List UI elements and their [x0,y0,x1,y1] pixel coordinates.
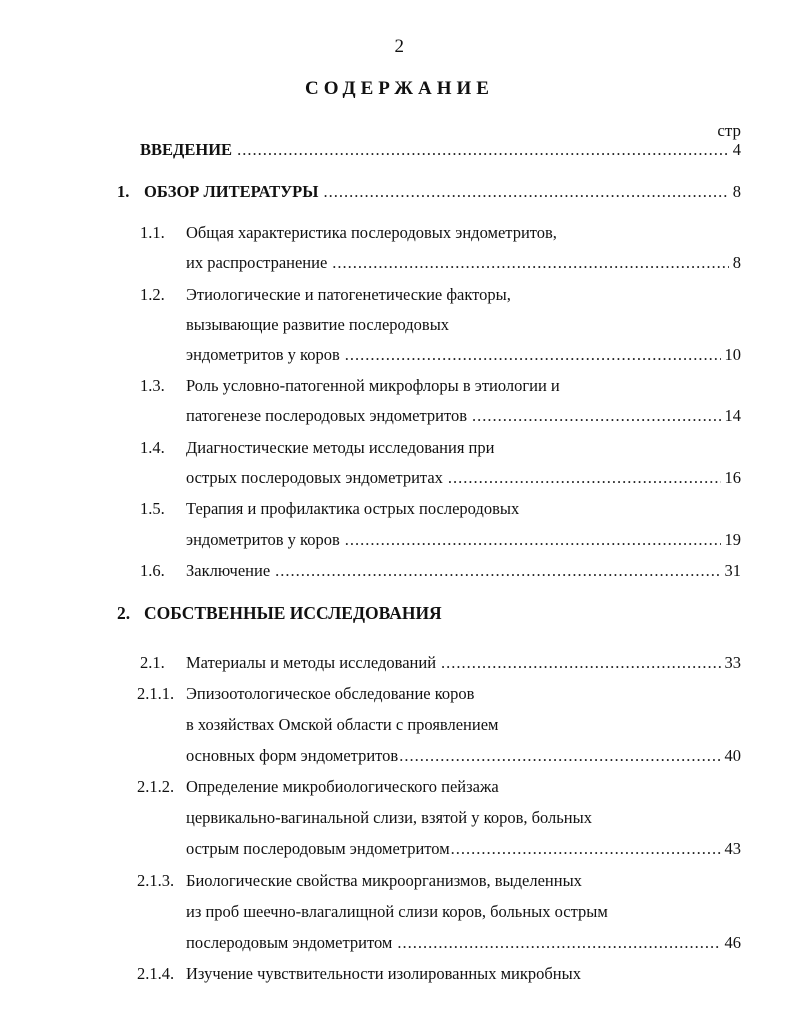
toc-entry-text: ВВЕДЕНИЕ [140,140,233,159]
toc-section-number: 1.3. [140,376,165,395]
toc-entry-2-1-3-last-line[interactable] [186,931,741,955]
toc-entry-text: Заключение [186,561,271,580]
toc-entry-text: Определение микробиологического пейзажа [186,777,499,796]
toc-entry-1-1[interactable] [140,221,557,245]
toc-entry-text: острых послеродовых эндометритах [186,468,443,487]
toc-page-number: 19 [724,530,741,549]
dot-leader [332,251,728,275]
toc-entry-text: Роль условно-патогенной микрофлоры в этиологии и [186,376,560,395]
dot-leader [323,180,728,204]
toc-entry-1-4[interactable] [140,436,494,460]
toc-entry-2-1-1-last-line[interactable] [186,744,741,768]
toc-section-number: 2.1. [140,653,165,672]
toc-entry-text: ОБЗОР ЛИТЕРАТУРЫ [144,182,319,201]
page-column-label: стр [717,121,741,140]
toc-page-number: 16 [724,468,741,487]
toc-page-number: 31 [724,561,741,580]
toc-entry-text: Терапия и профилактика острых послеродовых [186,499,520,518]
page-number: 2 [394,36,405,57]
toc-entry-1-5[interactable] [140,497,519,521]
toc-entry-1-3[interactable] [140,374,560,398]
toc-entry-text: послеродовым эндометритом [186,933,393,952]
toc-section-number: 2. [117,603,131,623]
toc-entry-text: их распространение [186,253,328,272]
toc-section-number: 1.6. [140,561,165,580]
toc-entry-text: Материалы и методы исследований [186,653,437,672]
toc-entry-1-3-last-line[interactable] [186,404,741,428]
toc-page-number: 8 [732,253,741,272]
dot-leader [237,138,729,162]
toc-page-number: 4 [732,140,741,159]
toc-entry-2-1-3-line-2: из проб шеечно-влагалищной слизи коров, больных острым [186,902,608,921]
toc-entry-1-5-last-line[interactable] [186,528,741,552]
toc-entry-text: Биологические свойства микроорганизмов, выделенных [186,871,582,890]
dot-leader [451,837,721,861]
toc-entry-text: эндометритов у коров [186,345,340,364]
toc-entry-2-1-1-line-2: в хозяйствах Омской области с проявлением [186,715,499,734]
toc-entry-1-1-last-line[interactable] [186,251,741,275]
toc-entry-own-research[interactable] [117,601,442,625]
toc-entry-1-2-last-line[interactable] [186,343,741,367]
toc-entry-1-4-last-line[interactable] [186,466,741,490]
toc-entry-1-6[interactable] [140,559,741,583]
toc-entry-2-1[interactable] [140,651,741,675]
toc-entry-text: основных форм эндометритов [186,746,399,765]
dot-leader [472,404,721,428]
toc-entry-literature-review[interactable] [117,180,741,204]
dot-leader [345,343,721,367]
toc-entry-2-1-2-line-2: цервикально-вагинальной слизи, взятой у коров, больных [186,808,592,827]
toc-section-number: 1.4. [140,438,165,457]
dot-leader [448,466,721,490]
page-title: СОДЕРЖАНИЕ [305,78,494,99]
toc-section-number: 1.1. [140,223,165,242]
dot-leader [397,931,720,955]
toc-entry-text: Изучение чувствительности изолированных микробных [186,964,581,983]
dot-leader [399,744,720,768]
toc-section-number: 1. [117,182,130,201]
toc-entry-introduction[interactable] [140,138,741,162]
toc-entry-2-1-4[interactable] [137,962,581,986]
toc-entry-1-2-line-2: вызывающие развитие послеродовых [186,315,450,334]
toc-page-number: 46 [724,933,741,952]
toc-page-number: 8 [732,182,741,201]
toc-section-number: 1.5. [140,499,165,518]
toc-entry-text: Диагностические методы исследования при [186,438,495,457]
toc-page-number: 14 [724,406,741,425]
toc-entry-2-1-2-last-line[interactable] [186,837,741,861]
toc-section-number: 2.1.1. [137,684,175,703]
toc-entry-text: острым послеродовым эндометритом [186,839,450,858]
toc-entry-text: эндометритов у коров [186,530,340,549]
toc-entry-text: Эпизоотологическое обследование коров [186,684,475,703]
toc-entry-2-1-3[interactable] [137,869,582,893]
dot-leader [345,528,721,552]
toc-entry-2-1-2[interactable] [137,775,499,799]
dot-leader [275,559,720,583]
toc-entry-text: СОБСТВЕННЫЕ ИССЛЕДОВАНИЯ [144,603,442,623]
toc-page-number: 43 [724,839,741,858]
toc-section-number: 2.1.3. [137,871,175,890]
toc-page-number: 33 [724,653,741,672]
toc-entry-text: Этиологические и патогенетические факторы, [186,285,511,304]
toc-section-number: 2.1.2. [137,777,175,796]
dot-leader [441,651,720,675]
toc-entry-2-1-1[interactable] [137,682,474,706]
toc-entry-text: патогенезе послеродовых эндометритов [186,406,467,425]
toc-section-number: 1.2. [140,285,165,304]
toc-section-number: 2.1.4. [137,964,175,983]
toc-entry-text: Общая характеристика послеродовых эндометритов, [186,223,557,242]
toc-page-number: 10 [724,345,741,364]
toc-page-number: 40 [724,746,741,765]
toc-entry-1-2[interactable] [140,283,511,307]
